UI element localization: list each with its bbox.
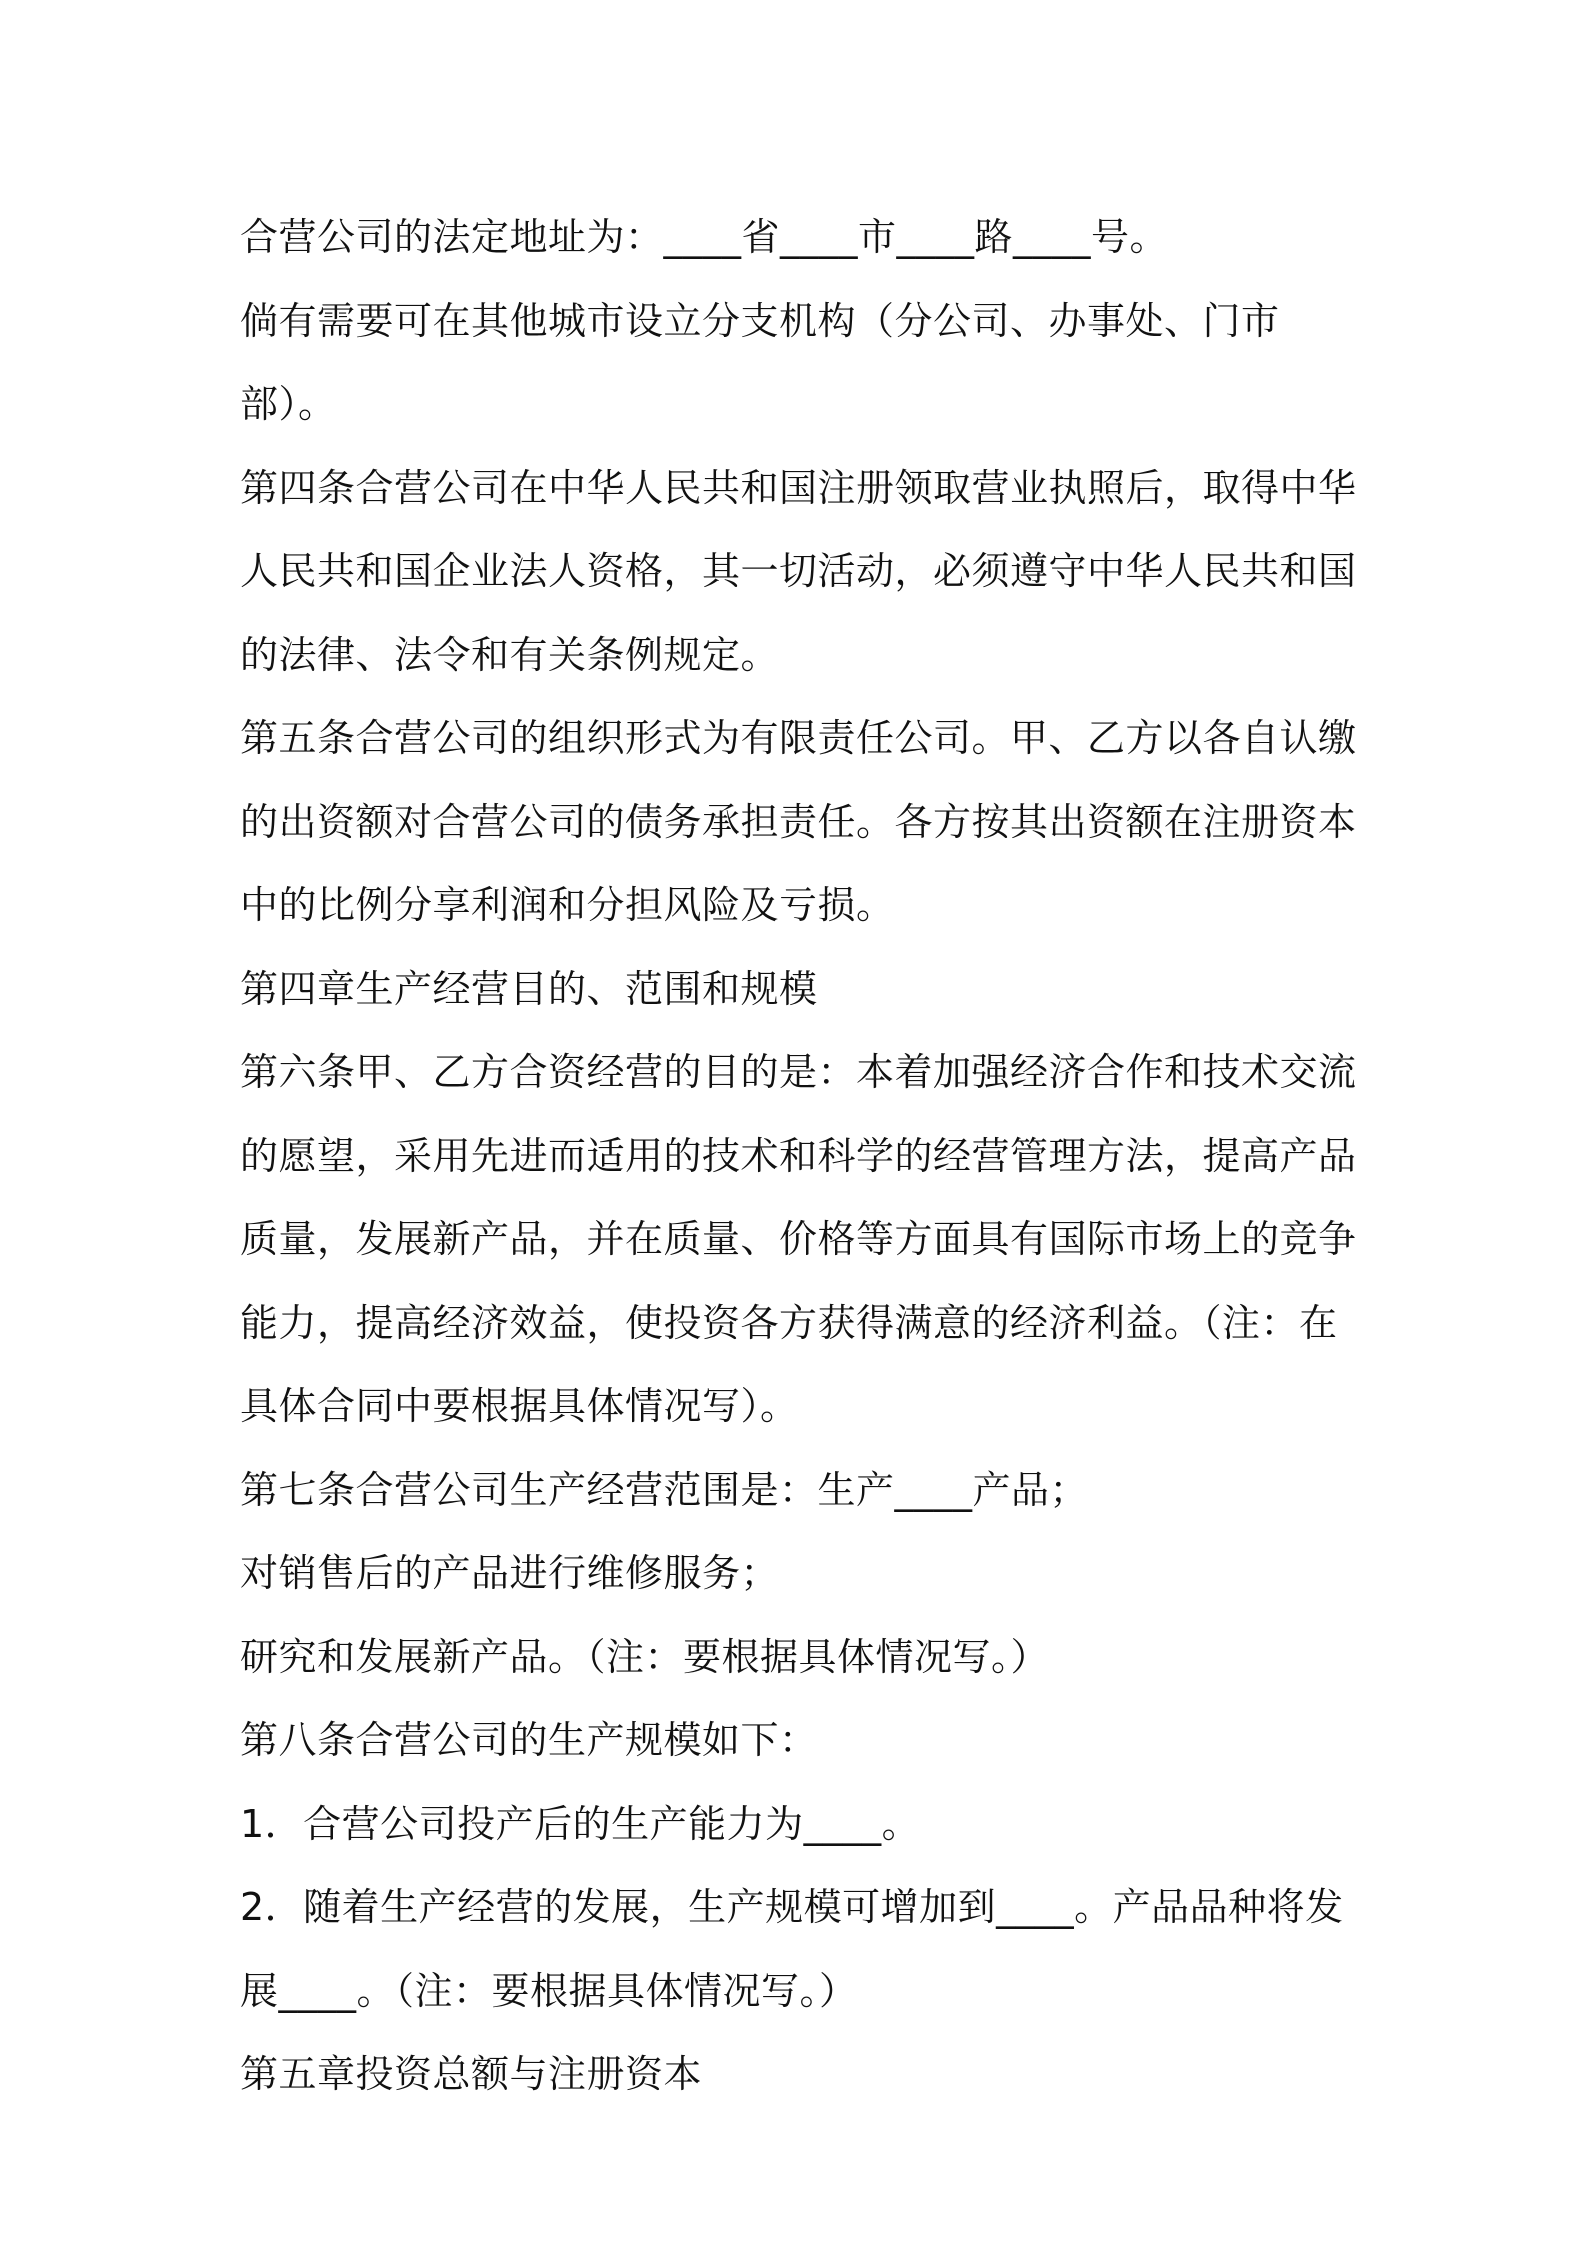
paragraph-article-7: 第七条合营公司生产经营范围是：生产____产品；: [240, 1467, 1089, 1512]
paragraph-research: 研究和发展新产品。（注：要根据具体情况写。）: [240, 1634, 1050, 1679]
paragraph-article-5: 第五条合营公司的组织形式为有限责任公司。甲、乙方以各自认缴的出资额对合营公司的债务承担责任。各方按其出资额在注册资本中的比例分享利润和分担风险及亏损。: [240, 716, 1357, 927]
chapter-heading-4: 第四章生产经营目的、范围和规模: [240, 966, 818, 1011]
paragraph-article-6: 第六条甲、乙方合资经营的目的是：本着加强经济合作和技术交流的愿望，采用先进而适用的技术和科学的经营管理方法，提高产品质量，发展新产品，并在质量、价格等方面具有国际市场上的竞争能力，提高经济效益，使投资各方获得满意的经济利益。（注：在具体合同中要根据具体情况写）。: [240, 1050, 1357, 1428]
paragraph-article-4: 第四条合营公司在中华人民共和国注册领取营业执照后，取得中华人民共和国企业法人资格，其一切活动，必须遵守中华人民共和国的法律、法令和有关条例规定。: [240, 465, 1357, 677]
paragraph-article-8: 第八条合营公司的生产规模如下：: [240, 1718, 818, 1762]
document-body: [240, 196, 1360, 2117]
list-item-1: 1．合营公司投产后的生产能力为____。: [240, 1801, 921, 1846]
chapter-heading-5: 第五章投资总额与注册资本: [240, 2052, 703, 2096]
paragraph-legal-address: 合营公司的法定地址为：____省____市____路____号。: [240, 215, 1169, 259]
paragraph-branch-offices: 倘有需要可在其他城市设立分支机构（分公司、办事处、门市部）。: [240, 298, 1280, 426]
paragraph-repair-service: 对销售后的产品进行维修服务；: [240, 1551, 780, 1595]
list-item-2: 2．随着生产经营的发展，生产规模可增加到____。产品品种将发展____。（注：要根据具体情况写。）: [240, 1885, 1344, 2013]
